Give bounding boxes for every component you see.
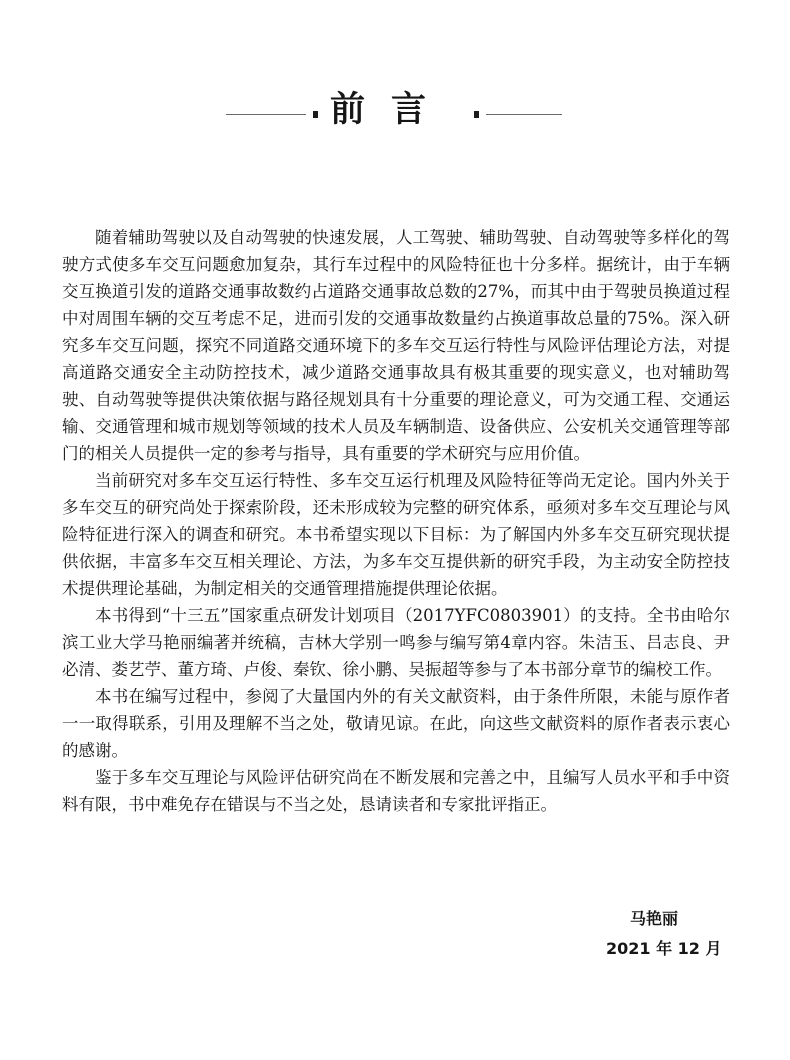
signature-block	[560, 904, 730, 964]
signature-date: 2021 年 12 月	[606, 939, 722, 958]
heading-dot-left	[313, 111, 318, 118]
preface-body	[62, 224, 730, 818]
paragraph-2: 当前研究对多车交互运行特性、多车交互运行机理及风险特征等尚无定论。国内外关于多车交互的研究尚处于探索阶段，还未形成较为完整的研究体系，亟须对多车交互理论与风险特征进行深入的调查和研究。本书希望实现以下目标：为了解国内外多车交互研究现状提供依据，丰富多车交互相关理论、方法，为多车交互提供新的研究手段，为主动安全防控技术提供理论基础，为制定相关的交通管理措施提供理论依据。	[62, 471, 730, 598]
author-name: 马艳丽	[630, 909, 679, 928]
page-title: 前言	[330, 90, 453, 130]
heading-rule-left	[226, 114, 306, 115]
paragraph-5: 鉴于多车交互理论与风险评估研究尚在不断发展和完善之中，且编写人员水平和手中资料有限，书中难免存在错误与不当之处，恳请读者和专家批评指正。	[62, 768, 730, 814]
paragraph-4: 本书在编写过程中，参阅了大量国内外的有关文献资料，由于条件所限，未能与原作者一一取得联系，引用及理解不当之处，敬请见谅。在此，向这些文献资料的原作者表示衷心的感谢。	[62, 687, 730, 760]
paragraph-3: 本书得到“十三五”国家重点研发计划项目（2017YFC0803901）的支持。全书由哈尔滨工业大学马艳丽编著并统稿，吉林大学别一鸣参与编写第4章内容。朱洁玉、吕志良、尹必清、娄艺苧、董方琦、卢俊、秦钦、徐小鹏、吴振超等参与了本书部分章节的编校工作。	[62, 606, 730, 679]
heading-dot-right	[474, 111, 479, 118]
paragraph-1: 随着辅助驾驶以及自动驾驶的快速发展，人工驾驶、辅助驾驶、自动驾驶等多样化的驾驶方式使多车交互问题愈加复杂，其行车过程中的风险特征也十分多样。据统计，由于车辆交互换道引发的道路交通事故数约占道路交通事故总数的27%，而其中由于驾驶员换道过程中对周围车辆的交互考虑不足，进而引发的交通事故数量约占换道事故总量的75%。深入研究多车交互问题，探究不同道路交通环境下的多车交互运行特性与风险评估理论方法，对提高道路交通安全主动防控技术，减少道路交通事故具有极其重要的现实意义，也对辅助驾驶、自动驾驶等提供决策依据与路径规划具有十分重要的理论意义，可为交通工程、交通运输、交通管理和城市规划等领域的技术人员及车辆制造、设备供应、公安机关交通管理等部门的相关人员提供一定的参考与指导，具有重要的学术研究与应用价值。	[62, 228, 730, 463]
heading-rule-right	[486, 114, 562, 115]
preface-heading	[0, 84, 790, 132]
